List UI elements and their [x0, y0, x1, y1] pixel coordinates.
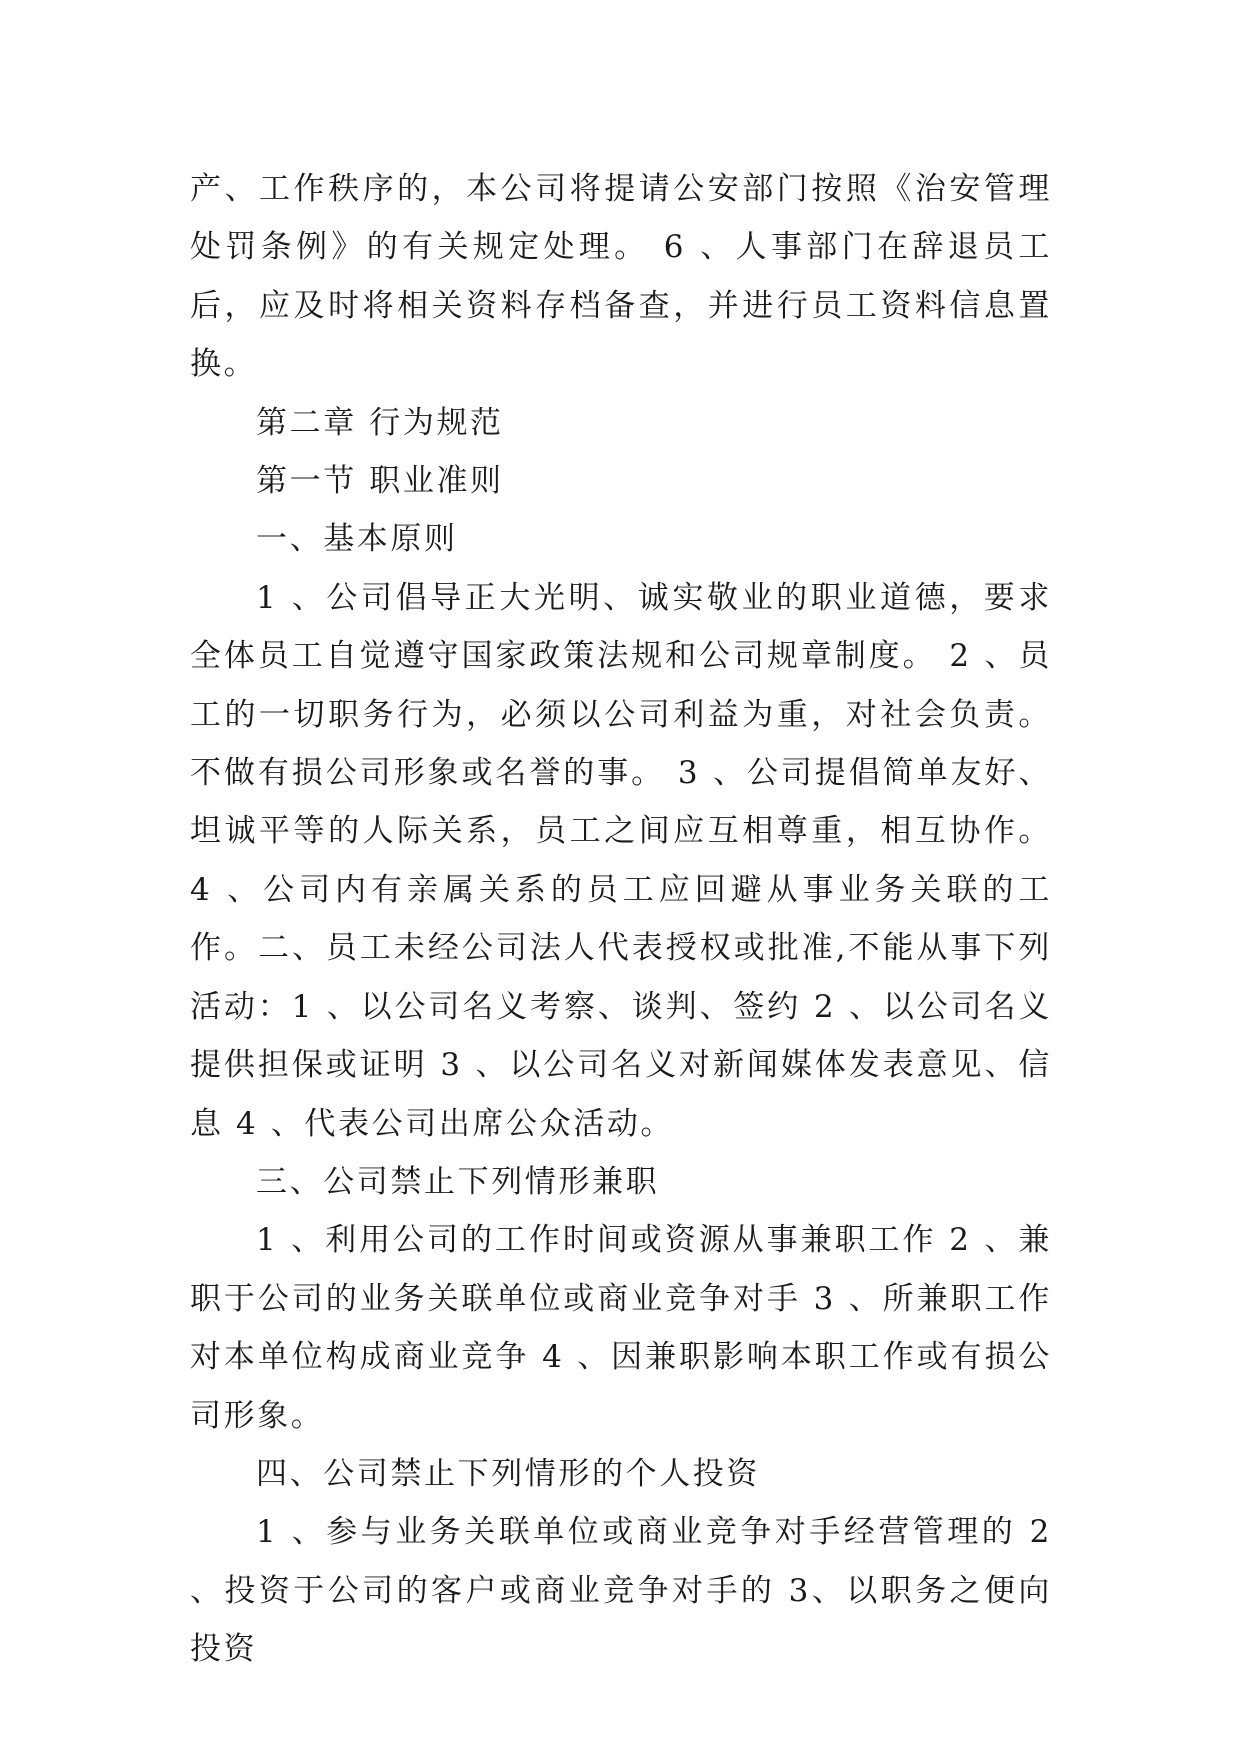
paragraph-part-time: 1 、利用公司的工作时间或资源从事兼职工作 2 、兼职于公司的业务关联单位或商业竞争对手 3 、所兼职工作对本单位构成商业竞争 4 、因兼职影响本职工作或有损公司形象。 — [190, 1222, 1052, 1434]
chapter-heading: 第二章 行为规范 — [256, 404, 504, 441]
subsection-heading-investment: 四、公司禁止下列情形的个人投资 — [256, 1455, 760, 1492]
subsection-heading-part-time: 三、公司禁止下列情形兼职 — [256, 1163, 660, 1200]
paragraph-continuation: 产、工作秩序的，本公司将提请公安部门按照《治安管理处罚条例》的有关规定处理。 6 、人事部门在辞退员工后，应及时将相关资料存档备查，并进行员工资料信息置换。 — [190, 171, 1052, 383]
document-body — [190, 160, 1052, 1679]
paragraph-investment: 1 、参与业务关联单位或商业竞争对手经营管理的 2 、投资于公司的客户或商业竞争对手的 3、以职务之便向投资 — [190, 1514, 1052, 1668]
section-heading: 第一节 职业准则 — [256, 463, 504, 500]
paragraph-basic-principles: 1 、公司倡导正大光明、诚实敬业的职业道德，要求全体员工自觉遵守国家政策法规和公司规章制度。 2 、员工的一切职务行为，必须以公司利益为重，对社会负责。不做有损公司形象或名誉的事。 3 、公司提倡简单友好、坦诚平等的人际关系，员工之间应互相尊重，相互协作。 4 、公司内有亲属关系的员工应回避从事业务关联的工作。二、员工未经公司法人代表授权或批准,不能从事下列活动：1 、以公司名义考察、谈判、签约 2 、以公司名义提供担保或证明 3 、以公司名义对新闻媒体发表意见、信息 4 、代表公司出席公众活动。 — [190, 579, 1052, 1142]
subsection-heading-basic-principles: 一、基本原则 — [256, 521, 458, 558]
